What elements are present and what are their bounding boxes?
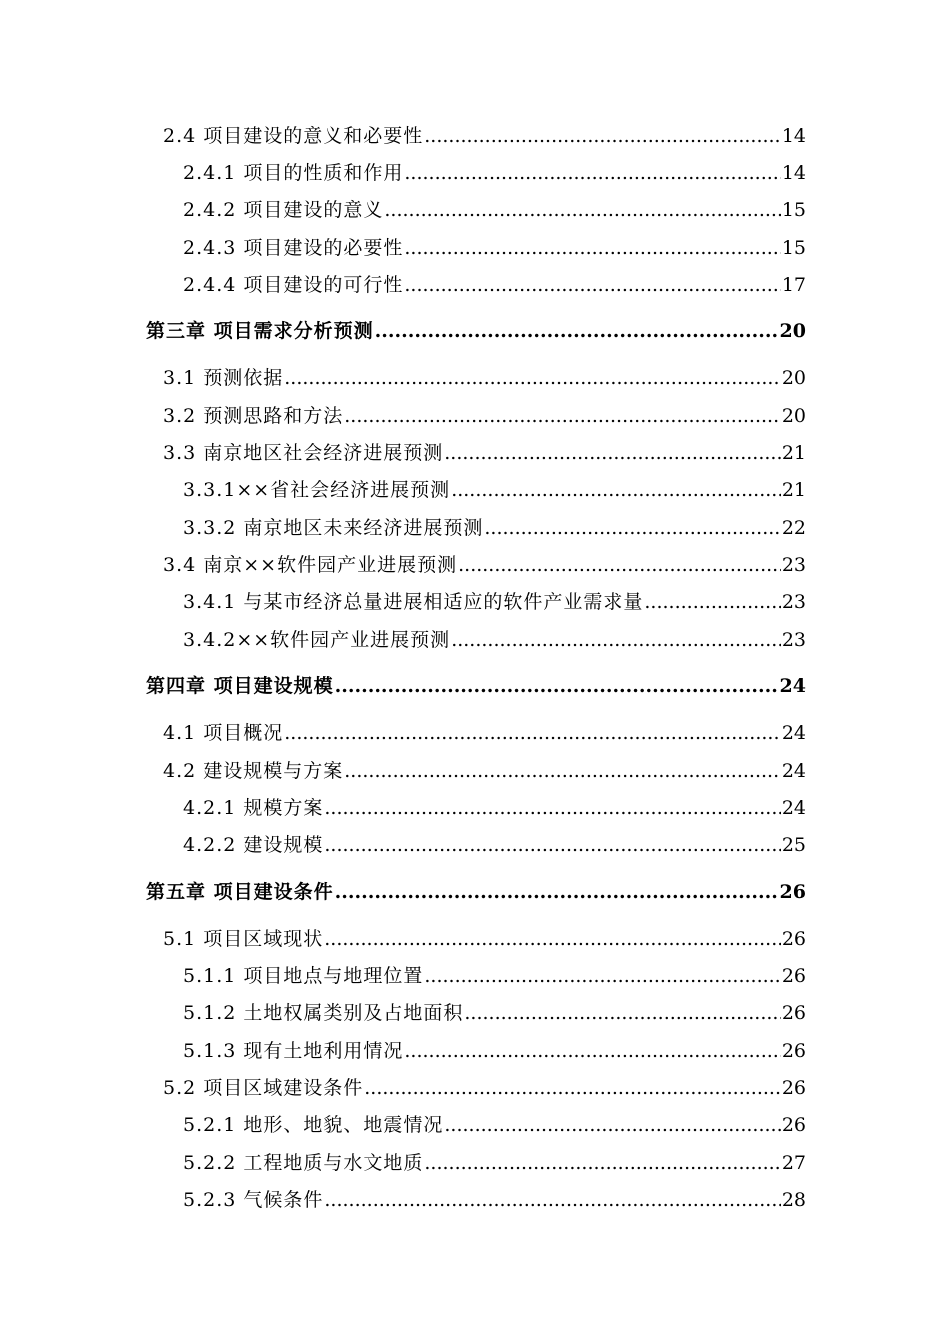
toc-dot-leader [458,553,781,577]
toc-entry-title: 5.1 项目区域现状 [163,928,324,950]
toc-entry-title: 5.1.1 项目地点与地理位置 [183,965,424,987]
toc-page-number: 26 [781,928,806,950]
toc-entry[interactable] [183,1113,806,1137]
toc-entry-title: 2.4.1 项目的性质和作用 [183,162,404,184]
toc-page-number: 20 [779,320,806,342]
toc-page-number: 25 [781,834,806,856]
toc-dot-leader [364,1076,781,1100]
toc-dot-leader [451,478,781,502]
toc-page-number: 26 [781,1040,806,1062]
toc-page-number: 21 [781,442,806,464]
toc-entry[interactable] [183,1039,806,1063]
toc-chapter-entry[interactable] [146,319,806,343]
toc-entry[interactable] [163,759,806,783]
toc-entry-title: 5.2.3 气候条件 [183,1189,324,1211]
toc-dot-leader [284,721,781,745]
toc-dot-leader [444,441,781,465]
toc-entry-title: 5.1.2 土地权属类别及占地面积 [183,1002,464,1024]
toc-entry[interactable] [183,796,806,820]
toc-entry-title: 5.2.2 工程地质与水文地质 [183,1152,424,1174]
toc-dot-leader [335,674,779,698]
toc-dot-leader [644,590,780,614]
toc-dot-leader [344,404,781,428]
toc-entry[interactable] [163,366,806,390]
toc-entry[interactable] [183,161,806,185]
toc-page-number: 20 [781,367,806,389]
toc-dot-leader [324,796,780,820]
toc-dot-leader [424,1151,780,1175]
toc-page-number: 24 [781,722,806,744]
toc-entry-title: 4.2 建设规模与方案 [163,760,344,782]
toc-page-number: 28 [781,1189,806,1211]
toc-entry[interactable] [163,553,806,577]
toc-entry[interactable] [163,441,806,465]
toc-entry[interactable] [163,927,806,951]
toc-entry[interactable] [183,1188,806,1212]
toc-dot-leader [324,927,781,951]
toc-entry[interactable] [183,478,806,502]
toc-entry-title: 3.4 南京××软件园产业进展预测 [163,554,458,576]
toc-entry-title: 3.1 预测依据 [163,367,284,389]
toc-entry[interactable] [183,236,806,260]
toc-entry-title: 4.2.1 规模方案 [183,797,324,819]
toc-page-number: 26 [779,881,806,903]
toc-entry-title: 3.3.2 南京地区未来经济进展预测 [183,517,484,539]
toc-dot-leader [324,833,780,857]
toc-entry-title: 4.2.2 建设规模 [183,834,324,856]
toc-dot-leader [375,319,779,343]
toc-page-number: 24 [781,760,806,782]
toc-page-number: 27 [781,1152,806,1174]
toc-entry-title: 5.2 项目区域建设条件 [163,1077,364,1099]
toc-entry-title: 4.1 项目概况 [163,722,284,744]
toc-entry-title: 3.4.1 与某市经济总量进展相适应的软件产业需求量 [183,591,644,613]
toc-entry[interactable] [183,833,806,857]
toc-dot-leader [451,628,781,652]
toc-entry-title: 5.1.3 现有土地利用情况 [183,1040,404,1062]
toc-dot-leader [324,1188,780,1212]
toc-dot-leader [424,124,781,148]
toc-dot-leader [444,1113,780,1137]
toc-entry-title: 第三章 项目需求分析预测 [146,320,374,342]
toc-dot-leader [404,1039,780,1063]
toc-page-number: 20 [781,405,806,427]
toc-dot-leader [284,366,781,390]
toc-entry[interactable] [183,198,806,222]
toc-entry-title: 第四章 项目建设规模 [146,675,334,697]
toc-entry-title: 2.4.2 项目建设的意义 [183,199,384,221]
toc-page-number: 23 [781,629,806,651]
toc-entry[interactable] [183,628,806,652]
toc-entry[interactable] [183,590,806,614]
toc-page-number: 14 [781,162,806,184]
toc-page-number: 21 [781,479,806,501]
toc-page-number: 23 [781,591,806,613]
toc-dot-leader [335,880,779,904]
toc-dot-leader [404,161,780,185]
toc-page-number: 24 [781,797,806,819]
toc-dot-leader [384,198,780,222]
toc-entry-title: 3.4.2××软件园产业进展预测 [183,629,451,651]
toc-entry[interactable] [183,1151,806,1175]
toc-entry[interactable] [183,516,806,540]
toc-entry-title: 3.3.1××省社会经济进展预测 [183,479,451,501]
toc-page-number: 15 [781,199,806,221]
toc-dot-leader [344,759,781,783]
toc-page-number: 26 [781,1002,806,1024]
toc-entry[interactable] [183,273,806,297]
toc-entry[interactable] [183,964,806,988]
toc-chapter-entry[interactable] [146,880,806,904]
toc-entry[interactable] [163,404,806,428]
toc-entry-title: 第五章 项目建设条件 [146,881,334,903]
toc-entry[interactable] [163,721,806,745]
toc-dot-leader [404,273,780,297]
toc-entry[interactable] [163,1076,806,1100]
toc-dot-leader [424,964,780,988]
toc-page-number: 26 [781,1114,806,1136]
toc-entry-title: 2.4.3 项目建设的必要性 [183,237,404,259]
toc-entry[interactable] [163,124,806,148]
toc-dot-leader [404,236,780,260]
toc-page-number: 23 [781,554,806,576]
toc-page-number: 24 [779,675,806,697]
toc-entry[interactable] [183,1001,806,1025]
toc-entry-title: 3.2 预测思路和方法 [163,405,344,427]
toc-page-number: 14 [781,125,806,147]
toc-entry-title: 5.2.1 地形、地貌、地震情况 [183,1114,444,1136]
toc-page-number: 15 [781,237,806,259]
toc-page-number: 26 [781,965,806,987]
toc-page-number: 22 [781,517,806,539]
toc-entry-title: 2.4 项目建设的意义和必要性 [163,125,424,147]
toc-chapter-entry[interactable] [146,674,806,698]
toc-page-number: 17 [781,274,806,296]
toc-entry-title: 2.4.4 项目建设的可行性 [183,274,404,296]
toc-dot-leader [464,1001,780,1025]
toc-dot-leader [484,516,780,540]
toc-page-number: 26 [781,1077,806,1099]
toc-entry-title: 3.3 南京地区社会经济进展预测 [163,442,444,464]
